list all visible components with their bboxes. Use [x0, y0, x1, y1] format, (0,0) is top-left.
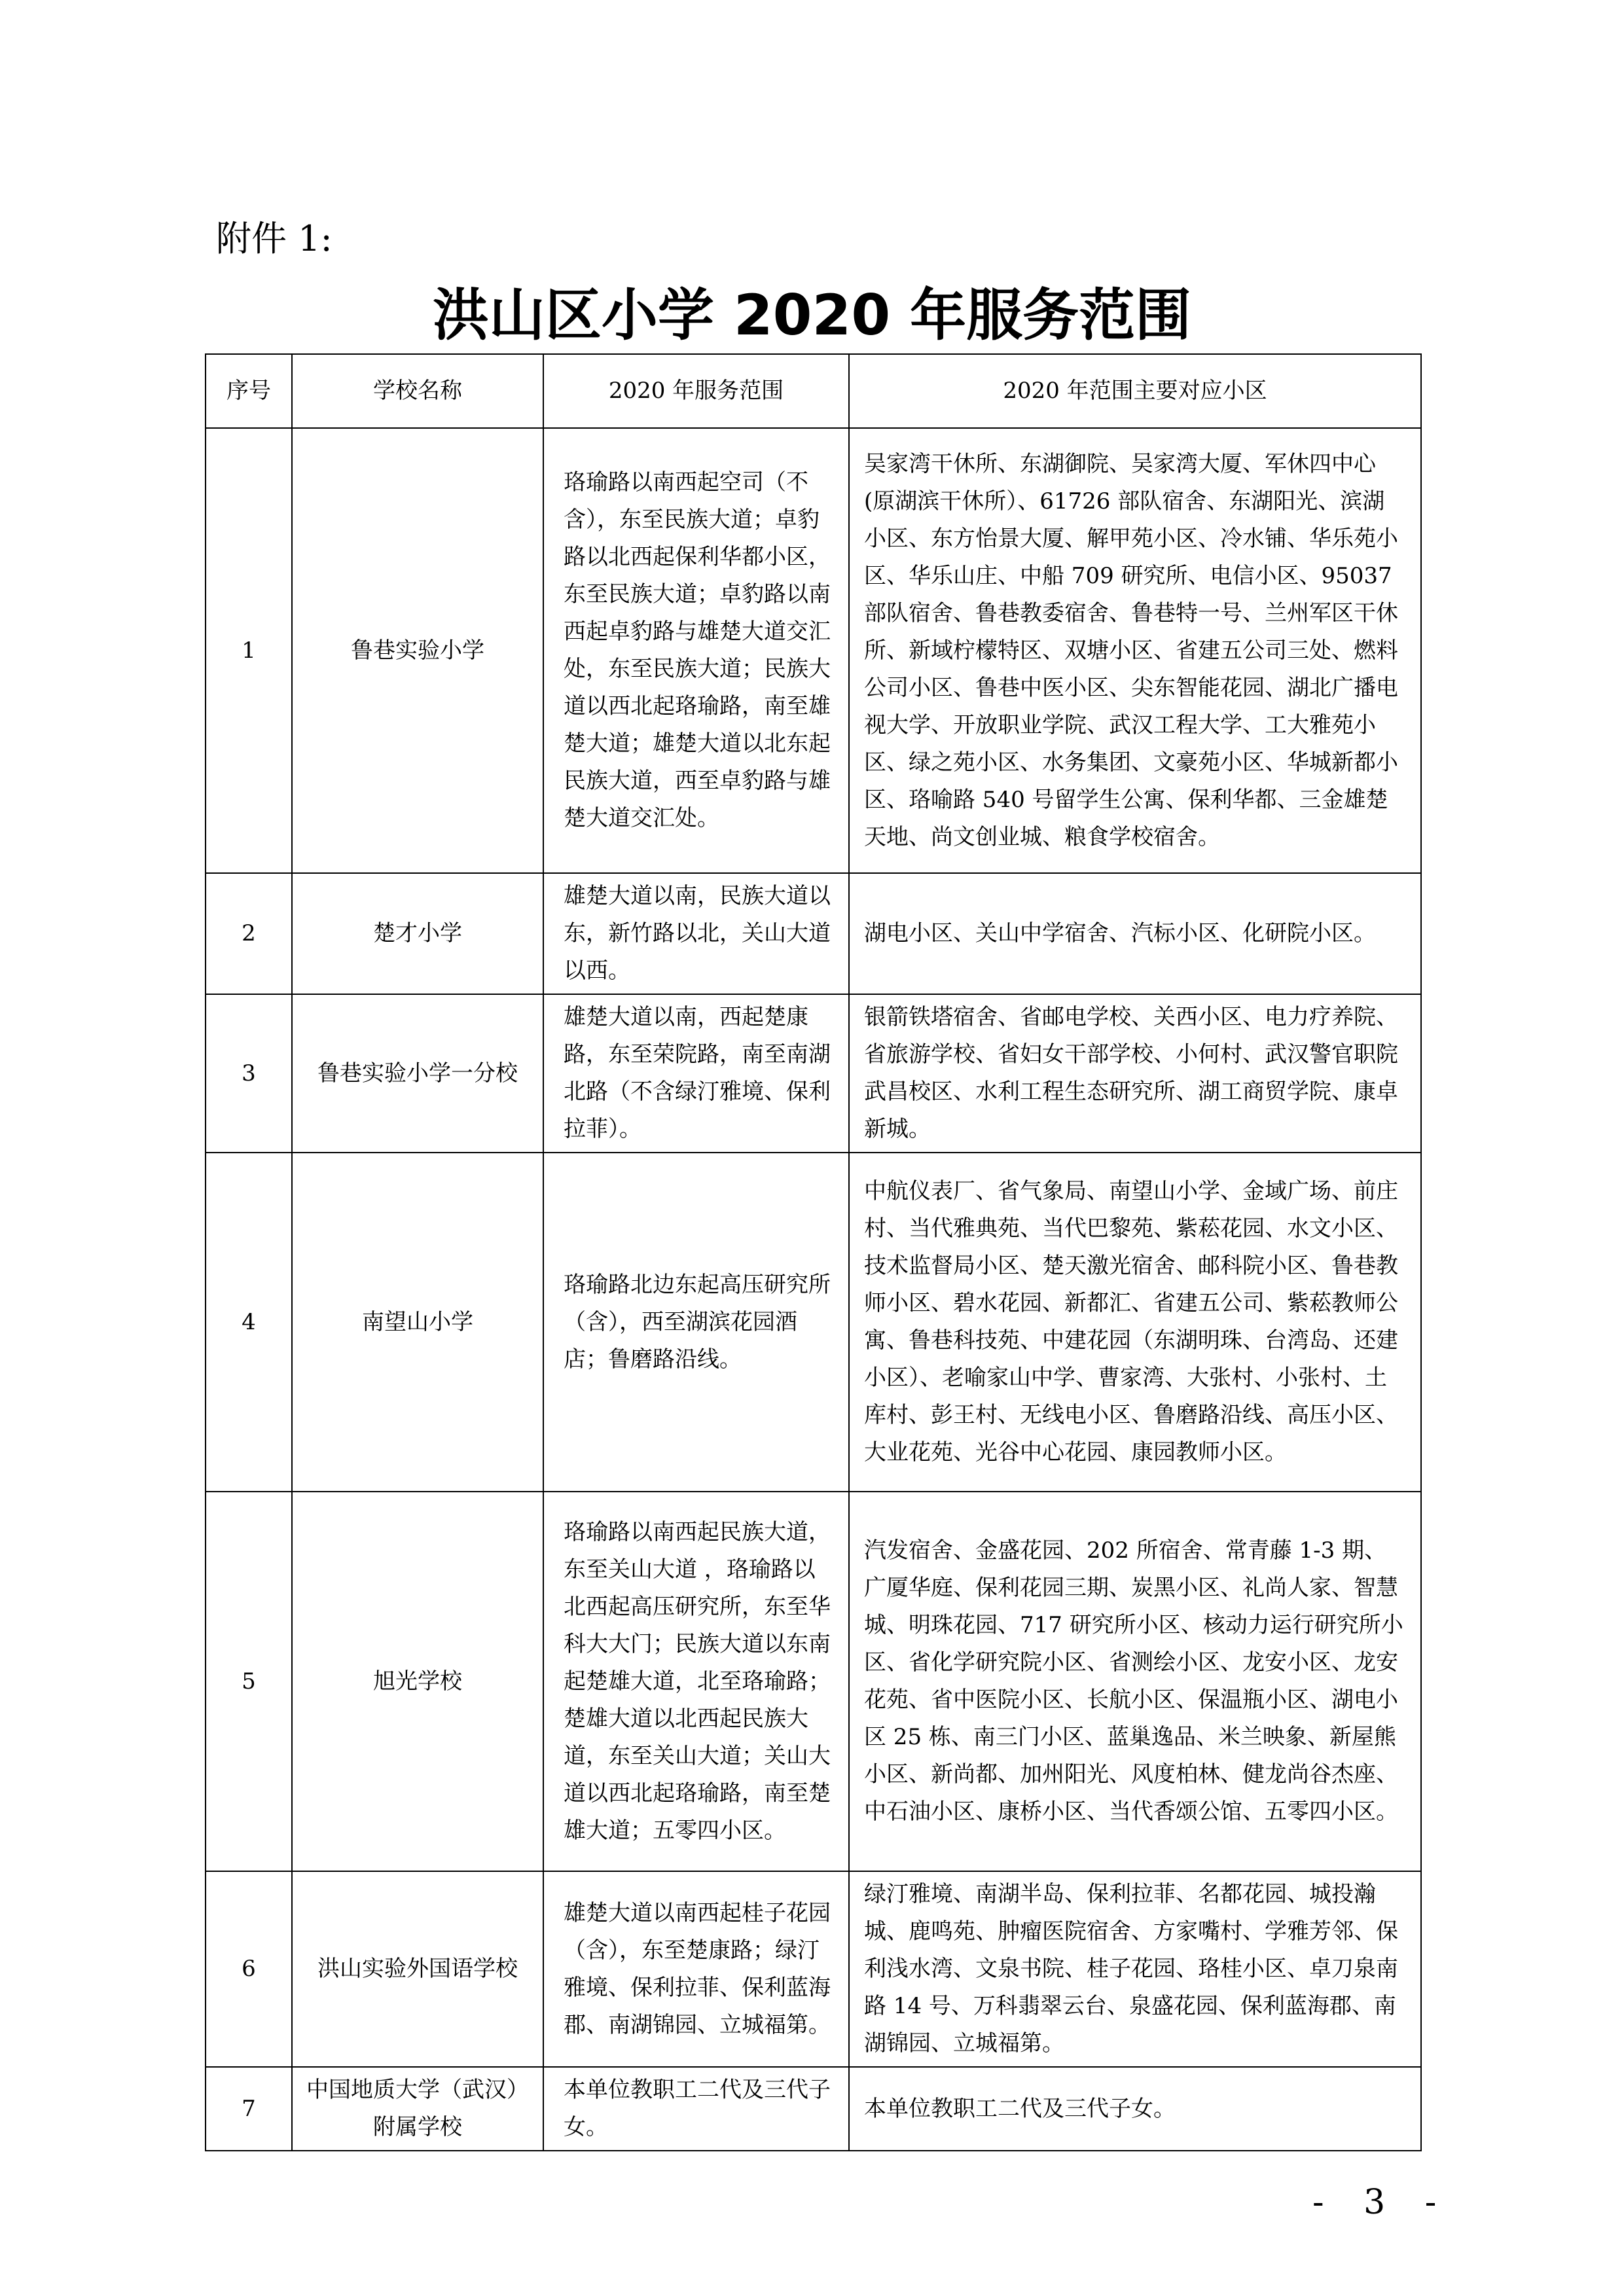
row-school-name: 洪山实验外国语学校 [292, 1871, 543, 2067]
table-row [206, 2067, 1421, 2151]
row-residential-areas: 绿汀雅境、南湖半岛、保利拉菲、名都花园、城投瀚城、鹿鸣苑、肿瘤医院宿舍、方家嘴村、学雅芳邻、保利浅水湾、文泉书院、桂子花园、珞桂小区、卓刀泉南路 14 号、万科翡翠云台、泉盛花园、保利蓝海郡、南湖锦园、立城福第。 [849, 1871, 1421, 2067]
document-title: 洪山区小学 2020 年服务范围 [432, 283, 1192, 348]
table-row [206, 873, 1421, 994]
row-service-range: 珞瑜路以南西起空司（不含），东至民族大道；卓豹路以北西起保利华都小区，东至民族大道；卓豹路以南西起卓豹路与雄楚大道交汇处，东至民族大道；民族大道以西北起珞瑜路，南至雄楚大道；雄楚大道以北东起民族大道，西至卓豹路与雄楚大道交汇处。 [543, 428, 849, 873]
page-number: - 3 - [1312, 2183, 1451, 2222]
row-residential-areas: 吴家湾干休所、东湖御院、吴家湾大厦、军休四中心(原湖滨干休所）、61726 部队宿舍、东湖阳光、滨湖小区、东方怡景大厦、解甲苑小区、冷水铺、华乐苑小区、华乐山庄、中船 709 研究所、电信小区、95037 部队宿舍、鲁巷教委宿舍、鲁巷特一号、兰州军区干休所、新域柠檬特区、双塘小区、省建五公司三处、燃料公司小区、鲁巷中医小区、尖东智能花园、湖北广播电视大学、开放职业学院、武汉工程大学、工大雅苑小区、绿之苑小区、水务集团、文豪苑小区、华城新都小区、珞喻路 540 号留学生公寓、保利华都、三金雄楚天地、尚文创业城、粮食学校宿舍。 [849, 428, 1421, 873]
header-service-range: 2020 年服务范围 [543, 354, 849, 428]
table-row [206, 1153, 1421, 1492]
row-service-range: 雄楚大道以南，民族大道以东，新竹路以北，关山大道以西。 [543, 873, 849, 994]
table-row [206, 428, 1421, 873]
table-row [206, 994, 1421, 1153]
row-school-name: 南望山小学 [292, 1153, 543, 1492]
row-service-range: 雄楚大道以南，西起楚康路，东至荣院路，南至南湖北路（不含绿汀雅境、保利拉菲）。 [543, 994, 849, 1153]
row-service-range: 珞瑜路以南西起民族大道，东至关山大道 ，珞瑜路以北西起高压研究所，东至华科大大门；民族大道以东南起楚雄大道，北至珞瑜路；楚雄大道以北西起民族大道，东至关山大道；关山大道以西北起珞瑜路，南至楚雄大道；五零四小区。 [543, 1492, 849, 1871]
row-residential-areas: 湖电小区、关山中学宿舍、汽标小区、化研院小区。 [849, 873, 1421, 994]
table-header-row [206, 354, 1421, 428]
row-school-name: 旭光学校 [292, 1492, 543, 1871]
table-row [206, 1492, 1421, 1871]
row-serial-number: 5 [206, 1492, 292, 1871]
header-school-name: 学校名称 [292, 354, 543, 428]
row-serial-number: 1 [206, 428, 292, 873]
attachment-label: 附件 1: [216, 218, 333, 259]
row-residential-areas: 汽发宿舍、金盛花园、202 所宿舍、常青藤 1-3 期、广厦华庭、保利花园三期、炭黑小区、礼尚人家、智慧城、明珠花园、717 研究所小区、核动力运行研究所小区、省化学研究院小区、省测绘小区、龙安小区、龙安花苑、省中医院小区、长航小区、保温瓶小区、湖电小区 25 栋、南三门小区、蓝巢逸品、米兰映象、新屋熊小区、新尚都、加州阳光、风度柏林、健龙尚谷杰座、中石油小区、康桥小区、当代香颂公馆、五零四小区。 [849, 1492, 1421, 1871]
row-serial-number: 4 [206, 1153, 292, 1492]
row-school-name: 鲁巷实验小学一分校 [292, 994, 543, 1153]
row-school-name: 鲁巷实验小学 [292, 428, 543, 873]
row-serial-number: 3 [206, 994, 292, 1153]
row-residential-areas: 中航仪表厂、省气象局、南望山小学、金域广场、前庄村、当代雅典苑、当代巴黎苑、紫菘花园、水文小区、技术监督局小区、楚天激光宿舍、邮科院小区、鲁巷教师小区、碧水花园、新都汇、省建五公司、紫菘教师公寓、鲁巷科技苑、中建花园（东湖明珠、台湾岛、还建小区）、老喻家山中学、曹家湾、大张村、小张村、土库村、彭王村、无线电小区、鲁磨路沿线、高压小区、大业花苑、光谷中心花园、康园教师小区。 [849, 1153, 1421, 1492]
row-serial-number: 6 [206, 1871, 292, 2067]
service-scope-table [205, 353, 1422, 2151]
row-service-range: 珞瑜路北边东起高压研究所（含），西至湖滨花园酒店；鲁磨路沿线。 [543, 1153, 849, 1492]
row-school-name: 中国地质大学（武汉）附属学校 [292, 2067, 543, 2151]
row-service-range: 雄楚大道以南西起桂子花园（含），东至楚康路；绿汀雅境、保利拉菲、保利蓝海郡、南湖锦园、立城福第。 [543, 1871, 849, 2067]
row-school-name: 楚才小学 [292, 873, 543, 994]
row-residential-areas: 本单位教职工二代及三代子女。 [849, 2067, 1421, 2151]
row-serial-number: 2 [206, 873, 292, 994]
row-serial-number: 7 [206, 2067, 292, 2151]
header-residential-areas: 2020 年范围主要对应小区 [849, 354, 1421, 428]
header-serial-number: 序号 [206, 354, 292, 428]
row-service-range: 本单位教职工二代及三代子女。 [543, 2067, 849, 2151]
table-row [206, 1871, 1421, 2067]
row-residential-areas: 银箭铁塔宿舍、省邮电学校、关西小区、电力疗养院、省旅游学校、省妇女干部学校、小何村、武汉警官职院武昌校区、水利工程生态研究所、湖工商贸学院、康卓新城。 [849, 994, 1421, 1153]
